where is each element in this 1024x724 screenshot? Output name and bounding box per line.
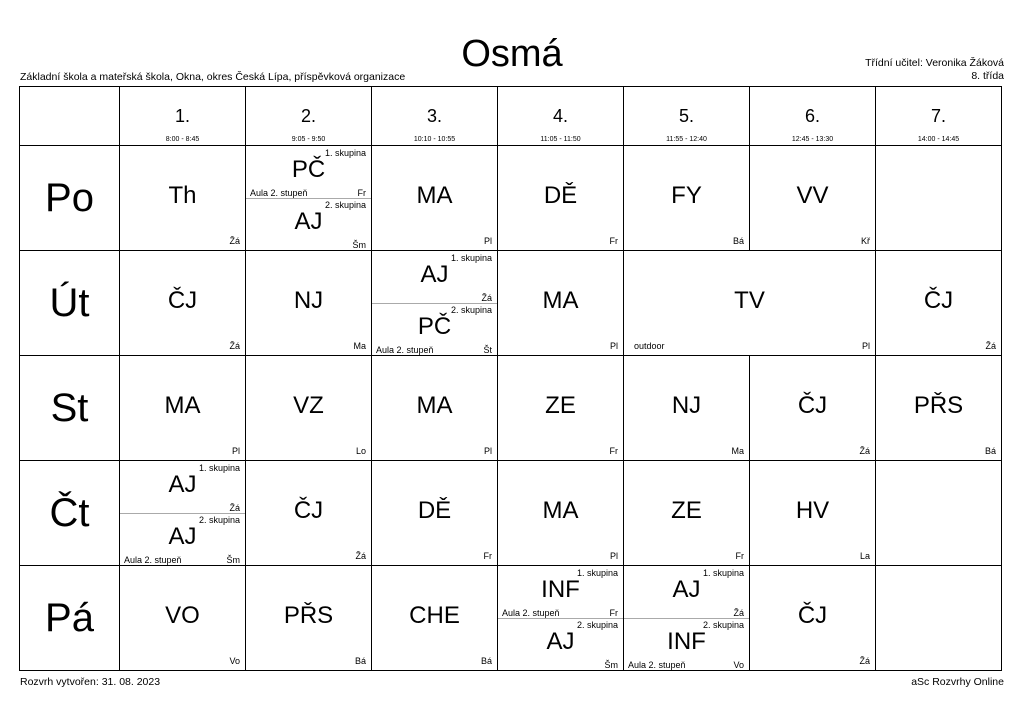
day-row bbox=[20, 251, 1002, 356]
empty-cell bbox=[876, 566, 1002, 671]
lesson-cell[interactable] bbox=[120, 356, 246, 461]
lesson-cell[interactable] bbox=[750, 461, 876, 566]
lesson-cell[interactable] bbox=[498, 146, 624, 251]
period-number: 3. bbox=[426, 106, 442, 126]
group-lesson bbox=[372, 251, 497, 304]
class-teacher-block bbox=[865, 57, 1004, 83]
lesson-cell[interactable] bbox=[876, 356, 1002, 461]
lesson-cell[interactable] bbox=[120, 461, 246, 566]
subject-code: VO bbox=[165, 602, 200, 629]
lesson-cell[interactable] bbox=[624, 356, 750, 461]
teacher-code: Kř bbox=[861, 236, 870, 246]
teacher-code: Vo bbox=[733, 660, 744, 670]
subject-code: AJ bbox=[168, 523, 197, 550]
period-time: 9:05 - 9:50 bbox=[291, 136, 326, 143]
period-number: 6. bbox=[804, 106, 820, 126]
subject-code: VV bbox=[796, 182, 829, 209]
room-name: Aula 2. stupeň bbox=[250, 188, 308, 198]
teacher-code: Šm bbox=[604, 660, 618, 670]
room-name: outdoor bbox=[634, 341, 665, 351]
teacher-code: Šm bbox=[226, 555, 240, 565]
group-lesson bbox=[498, 618, 623, 670]
group-lesson bbox=[246, 146, 371, 199]
subject-code: MA bbox=[164, 392, 201, 419]
subject-code: PČ bbox=[291, 156, 326, 183]
lesson-cell[interactable] bbox=[750, 566, 876, 671]
period-number: 5. bbox=[678, 106, 694, 126]
teacher-code: Fr bbox=[735, 551, 744, 561]
timetable-title: Osmá bbox=[461, 33, 563, 75]
teacher-code: Bá bbox=[480, 656, 492, 666]
lesson-cell[interactable] bbox=[372, 251, 498, 356]
subject-code: Th bbox=[168, 182, 197, 209]
teacher-code: Bá bbox=[354, 656, 366, 666]
lesson-cell[interactable] bbox=[246, 461, 372, 566]
class-name: 8. třída bbox=[971, 70, 1004, 82]
group-label: 1. skupina bbox=[324, 148, 366, 158]
group-label: 1. skupina bbox=[702, 568, 744, 578]
teacher-code: Lo bbox=[355, 446, 366, 456]
teacher-code: Ma bbox=[731, 446, 744, 456]
period-header bbox=[624, 87, 750, 146]
lesson-cell[interactable] bbox=[120, 146, 246, 251]
lesson-cell[interactable] bbox=[624, 146, 750, 251]
teacher-code: Žá bbox=[859, 446, 870, 456]
subject-code: ČJ bbox=[167, 287, 198, 314]
teacher-code: Ma bbox=[353, 341, 366, 351]
period-header bbox=[120, 87, 246, 146]
room-name: Aula 2. stupeň bbox=[628, 660, 686, 670]
subject-code: CHE bbox=[409, 602, 460, 629]
subject-code: PČ bbox=[417, 313, 452, 340]
teacher-code: Pl bbox=[483, 236, 492, 246]
group-lesson bbox=[120, 513, 245, 565]
teacher-code: Pl bbox=[483, 446, 492, 456]
teacher-code: Žá bbox=[229, 341, 240, 351]
subject-code: AJ bbox=[420, 261, 449, 288]
subject-code: DĚ bbox=[543, 182, 578, 209]
day-name: Pá bbox=[20, 566, 120, 671]
period-time: 14:00 - 14:45 bbox=[917, 136, 960, 143]
lesson-cell[interactable] bbox=[624, 461, 750, 566]
period-header bbox=[246, 87, 372, 146]
timetable-body bbox=[20, 87, 1002, 671]
teacher-code: Št bbox=[483, 345, 492, 355]
lesson-cell[interactable] bbox=[246, 251, 372, 356]
lesson-cell[interactable] bbox=[498, 251, 624, 356]
lesson-cell[interactable] bbox=[498, 566, 624, 671]
period-time: 10:10 - 10:55 bbox=[413, 136, 456, 143]
subject-code: DĚ bbox=[417, 497, 452, 524]
period-time: 12:45 - 13:30 bbox=[791, 136, 834, 143]
period-header bbox=[876, 87, 1002, 146]
lesson-cell[interactable] bbox=[246, 356, 372, 461]
lesson-cell[interactable] bbox=[120, 251, 246, 356]
period-time: 8:00 - 8:45 bbox=[165, 136, 200, 143]
room-name: Aula 2. stupeň bbox=[376, 345, 434, 355]
lesson-cell[interactable] bbox=[498, 356, 624, 461]
period-time: 11:55 - 12:40 bbox=[666, 136, 707, 143]
group-lesson bbox=[120, 461, 245, 514]
lesson-cell[interactable] bbox=[372, 461, 498, 566]
teacher-code: Fr bbox=[357, 188, 366, 198]
teacher-code: Šm bbox=[352, 240, 366, 250]
teacher-code: Žá bbox=[355, 551, 366, 561]
subject-code: AJ bbox=[546, 628, 575, 655]
subject-code: TV bbox=[734, 287, 765, 314]
lesson-cell[interactable] bbox=[120, 566, 246, 671]
lesson-cell[interactable] bbox=[372, 356, 498, 461]
group-label: 1. skupina bbox=[198, 463, 240, 473]
day-row bbox=[20, 356, 1002, 461]
teacher-code: Žá bbox=[229, 236, 240, 246]
subject-code: NJ bbox=[671, 392, 702, 419]
group-label: 2. skupina bbox=[324, 200, 366, 210]
teacher-code: Bá bbox=[984, 446, 996, 456]
period-number: 4. bbox=[552, 106, 568, 126]
school-name: Základní škola a mateřská škola, Okna, okres Česká Lípa, příspěvková organizace bbox=[20, 71, 406, 83]
subject-code: PŘS bbox=[283, 602, 334, 629]
subject-code: PŘS bbox=[913, 392, 964, 419]
teacher-code: Fr bbox=[609, 236, 618, 246]
room-name: Aula 2. stupeň bbox=[124, 555, 182, 565]
subject-code: ZE bbox=[545, 392, 576, 419]
day-row bbox=[20, 461, 1002, 566]
period-time: 11:05 - 11:50 bbox=[540, 136, 581, 143]
subject-code: ZE bbox=[671, 497, 702, 524]
teacher-code: Fr bbox=[609, 608, 618, 618]
room-name: Aula 2. stupeň bbox=[502, 608, 560, 618]
created-date: Rozvrh vytvořen: 31. 08. 2023 bbox=[20, 676, 161, 688]
teacher-code: Žá bbox=[985, 341, 996, 351]
day-name: Út bbox=[20, 251, 120, 356]
subject-code: INF bbox=[541, 576, 580, 603]
subject-code: INF bbox=[667, 628, 706, 655]
teacher-code: Bá bbox=[732, 236, 744, 246]
lesson-cell[interactable] bbox=[246, 566, 372, 671]
subject-code: ČJ bbox=[797, 392, 828, 419]
teacher-code: Pl bbox=[861, 341, 870, 351]
subject-code: MA bbox=[416, 392, 453, 419]
lesson-cell[interactable] bbox=[876, 251, 1002, 356]
brand-label: aSc Rozvrhy Online bbox=[911, 676, 1004, 688]
corner-cell bbox=[20, 87, 120, 146]
subject-code: ČJ bbox=[293, 497, 324, 524]
lesson-cell[interactable] bbox=[246, 146, 372, 251]
subject-code: VZ bbox=[293, 392, 324, 419]
subject-code: AJ bbox=[672, 576, 701, 603]
day-name: Čt bbox=[20, 461, 120, 566]
group-lesson bbox=[372, 303, 497, 355]
group-label: 2. skupina bbox=[702, 620, 744, 630]
teacher-code: Žá bbox=[733, 608, 744, 618]
subject-code: AJ bbox=[294, 208, 323, 235]
day-name: Po bbox=[20, 146, 120, 251]
period-header bbox=[750, 87, 876, 146]
lesson-cell[interactable] bbox=[624, 251, 876, 356]
teacher-code: Fr bbox=[483, 551, 492, 561]
group-label: 2. skupina bbox=[450, 305, 492, 315]
period-number: 1. bbox=[174, 106, 190, 126]
timetable-grid bbox=[19, 86, 1002, 671]
class-teacher: Třídní učitel: Veronika Žáková bbox=[865, 57, 1004, 69]
period-number: 2. bbox=[300, 106, 316, 126]
lesson-cell[interactable] bbox=[750, 356, 876, 461]
teacher-code: Žá bbox=[229, 503, 240, 513]
lesson-cell[interactable] bbox=[750, 146, 876, 251]
subject-code: ČJ bbox=[923, 287, 954, 314]
teacher-code: Žá bbox=[859, 656, 870, 666]
teacher-code: Pl bbox=[609, 341, 618, 351]
subject-code: MA bbox=[542, 287, 579, 314]
day-name: St bbox=[20, 356, 120, 461]
empty-cell bbox=[876, 146, 1002, 251]
group-lesson bbox=[624, 618, 749, 670]
subject-code: FY bbox=[671, 182, 702, 209]
teacher-code: Vo bbox=[229, 656, 240, 666]
lesson-cell[interactable] bbox=[372, 566, 498, 671]
teacher-code: Pl bbox=[231, 446, 240, 456]
group-label: 2. skupina bbox=[576, 620, 618, 630]
period-header-row bbox=[20, 87, 1002, 146]
empty-cell bbox=[876, 461, 1002, 566]
group-lesson bbox=[246, 198, 371, 250]
teacher-code: Fr bbox=[609, 446, 618, 456]
lesson-cell[interactable] bbox=[624, 566, 750, 671]
lesson-cell[interactable] bbox=[372, 146, 498, 251]
group-label: 1. skupina bbox=[576, 568, 618, 578]
group-label: 1. skupina bbox=[450, 253, 492, 263]
day-row bbox=[20, 566, 1002, 671]
group-lesson bbox=[624, 566, 749, 619]
subject-code: NJ bbox=[293, 287, 324, 314]
teacher-code: Pl bbox=[609, 551, 618, 561]
teacher-code: La bbox=[859, 551, 870, 561]
period-header bbox=[498, 87, 624, 146]
subject-code: AJ bbox=[168, 471, 197, 498]
subject-code: HV bbox=[795, 497, 830, 524]
period-number: 7. bbox=[930, 106, 946, 126]
subject-code: MA bbox=[416, 182, 453, 209]
subject-code: MA bbox=[542, 497, 579, 524]
subject-code: ČJ bbox=[797, 602, 828, 629]
group-label: 2. skupina bbox=[198, 515, 240, 525]
day-row bbox=[20, 146, 1002, 251]
teacher-code: Žá bbox=[481, 293, 492, 303]
group-lesson bbox=[498, 566, 623, 619]
lesson-cell[interactable] bbox=[498, 461, 624, 566]
period-header bbox=[372, 87, 498, 146]
